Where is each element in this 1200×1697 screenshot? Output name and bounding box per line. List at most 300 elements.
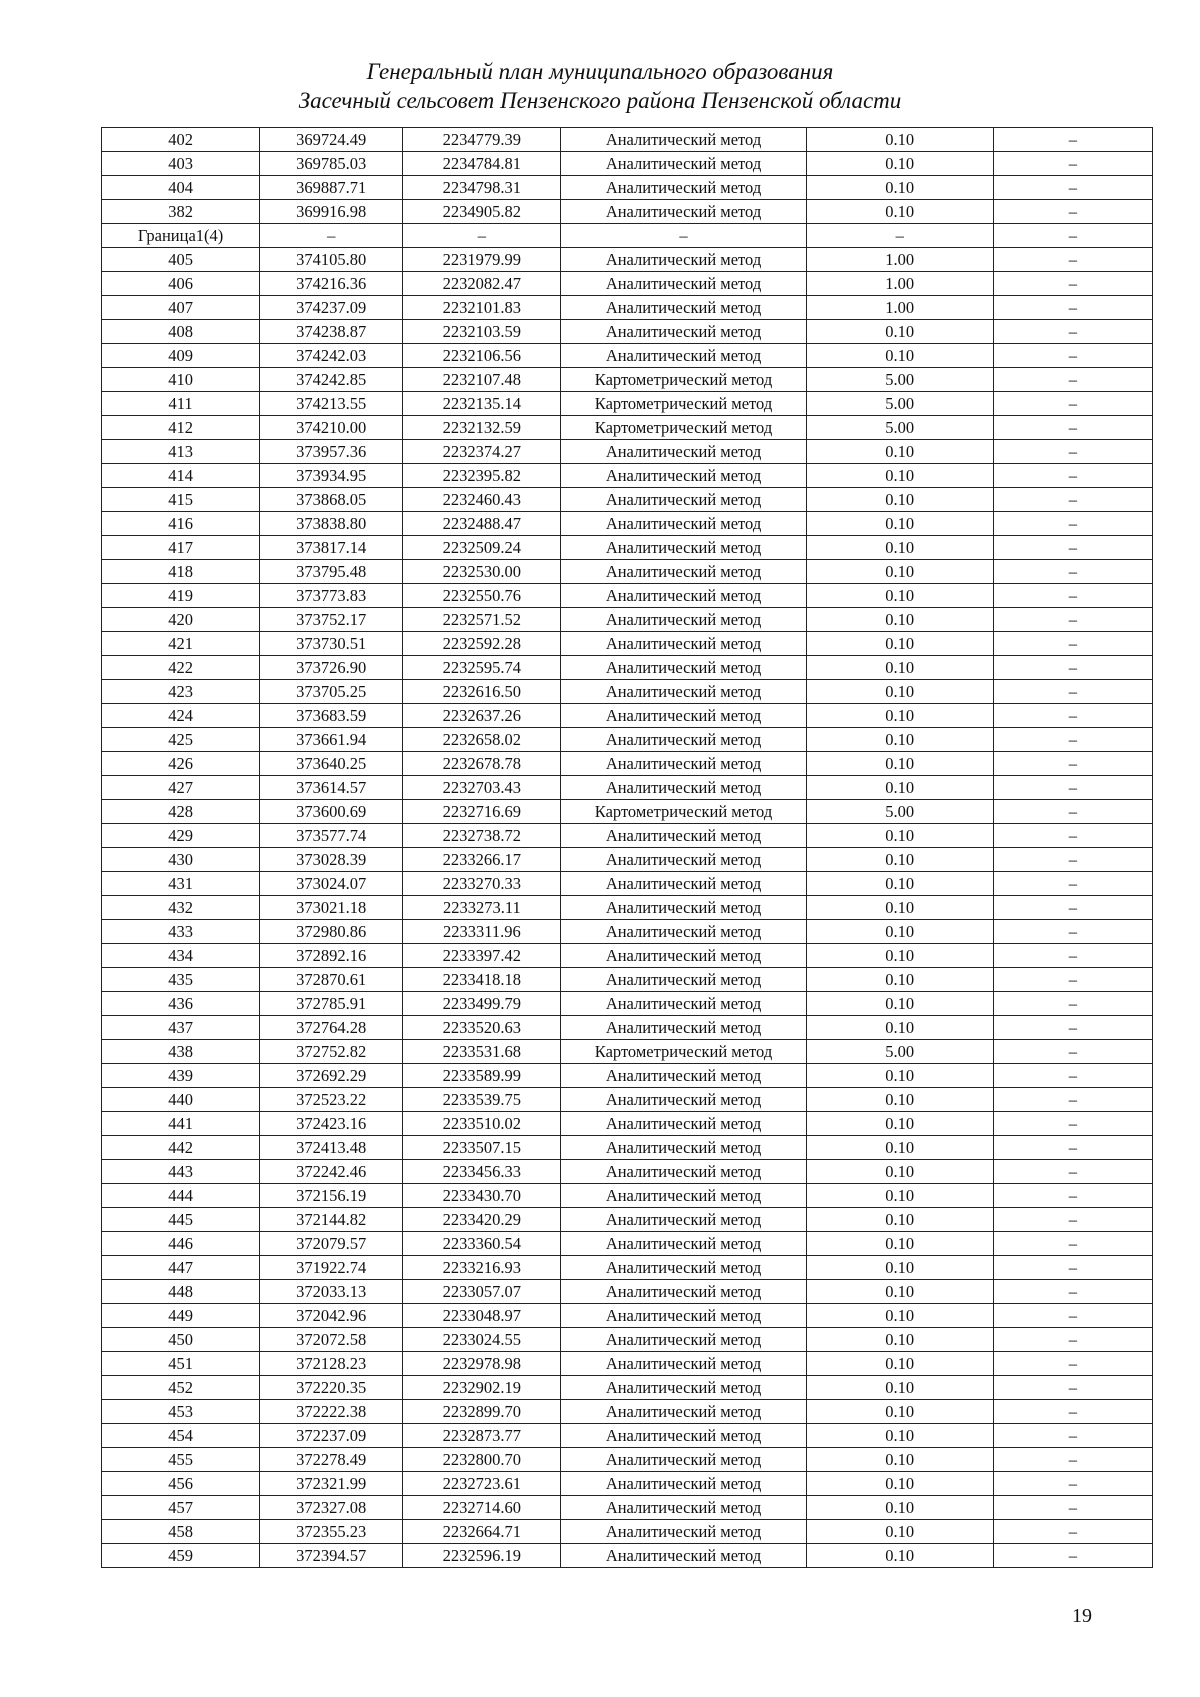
y-coordinate-cell: 2232664.71 <box>403 1520 561 1544</box>
method-cell: Аналитический метод <box>561 752 806 776</box>
note-cell: – <box>993 488 1152 512</box>
point-number-cell: 423 <box>102 680 260 704</box>
table-row <box>102 1328 1153 1352</box>
header-line-2: Засечный сельсовет Пензенского района Пензенской области <box>298 88 902 113</box>
method-cell: Аналитический метод <box>561 1184 806 1208</box>
method-cell: Аналитический метод <box>561 1304 806 1328</box>
note-cell: – <box>993 608 1152 632</box>
method-cell: Аналитический метод <box>561 176 806 200</box>
accuracy-cell: 0.10 <box>806 560 993 584</box>
table-row <box>102 776 1153 800</box>
method-cell: Аналитический метод <box>561 296 806 320</box>
y-coordinate-cell: 2232899.70 <box>403 1400 561 1424</box>
note-cell: – <box>993 128 1152 152</box>
y-coordinate-cell: 2232978.98 <box>403 1352 561 1376</box>
x-coordinate-cell: 373726.90 <box>260 656 403 680</box>
point-number-cell: 405 <box>102 248 260 272</box>
y-coordinate-cell: 2233360.54 <box>403 1232 561 1256</box>
y-coordinate-cell: 2233456.33 <box>403 1160 561 1184</box>
accuracy-cell: 0.10 <box>806 776 993 800</box>
y-coordinate-cell: 2233507.15 <box>403 1136 561 1160</box>
note-cell: – <box>993 344 1152 368</box>
table-row <box>102 440 1153 464</box>
note-cell: – <box>993 1040 1152 1064</box>
method-cell: Картометрический метод <box>561 368 806 392</box>
y-coordinate-cell: 2232488.47 <box>403 512 561 536</box>
x-coordinate-cell: 371922.74 <box>260 1256 403 1280</box>
y-coordinate-cell: 2232723.61 <box>403 1472 561 1496</box>
header-line-1: Генеральный план муниципального образования <box>366 59 834 84</box>
point-number-cell: 448 <box>102 1280 260 1304</box>
accuracy-cell: 0.10 <box>806 1424 993 1448</box>
note-cell: – <box>993 296 1152 320</box>
method-cell: Аналитический метод <box>561 488 806 512</box>
point-number-cell: 424 <box>102 704 260 728</box>
accuracy-cell: 0.10 <box>806 1352 993 1376</box>
note-cell: – <box>993 968 1152 992</box>
x-coordinate-cell: 373773.83 <box>260 584 403 608</box>
x-coordinate-cell: 372892.16 <box>260 944 403 968</box>
note-cell: – <box>993 1424 1152 1448</box>
table-row <box>102 1256 1153 1280</box>
y-coordinate-cell: 2233520.63 <box>403 1016 561 1040</box>
point-number-cell: 437 <box>102 1016 260 1040</box>
y-coordinate-cell: 2232596.19 <box>403 1544 561 1568</box>
point-number-cell: 446 <box>102 1232 260 1256</box>
note-cell: – <box>993 1112 1152 1136</box>
point-number-cell: 438 <box>102 1040 260 1064</box>
note-cell: – <box>993 1160 1152 1184</box>
table-row <box>102 512 1153 536</box>
point-number-cell: 441 <box>102 1112 260 1136</box>
x-coordinate-cell: 373640.25 <box>260 752 403 776</box>
method-cell: Аналитический метод <box>561 944 806 968</box>
point-number-cell: 403 <box>102 152 260 176</box>
note-cell: – <box>993 392 1152 416</box>
x-coordinate-cell: 373600.69 <box>260 800 403 824</box>
table-row <box>102 800 1153 824</box>
method-cell: Аналитический метод <box>561 1208 806 1232</box>
accuracy-cell: – <box>806 224 993 248</box>
point-number-cell: 459 <box>102 1544 260 1568</box>
coordinates-table <box>101 127 1153 1568</box>
point-number-cell: 443 <box>102 1160 260 1184</box>
method-cell: Аналитический метод <box>561 1232 806 1256</box>
y-coordinate-cell: 2234779.39 <box>403 128 561 152</box>
y-coordinate-cell: 2232902.19 <box>403 1376 561 1400</box>
x-coordinate-cell: 372980.86 <box>260 920 403 944</box>
note-cell: – <box>993 1088 1152 1112</box>
method-cell: Аналитический метод <box>561 1160 806 1184</box>
x-coordinate-cell: 374238.87 <box>260 320 403 344</box>
point-number-cell: 413 <box>102 440 260 464</box>
method-cell: Аналитический метод <box>561 632 806 656</box>
method-cell: Картометрический метод <box>561 416 806 440</box>
note-cell: – <box>993 632 1152 656</box>
point-number-cell: 409 <box>102 344 260 368</box>
table-row <box>102 1448 1153 1472</box>
x-coordinate-cell: 372413.48 <box>260 1136 403 1160</box>
method-cell: – <box>561 224 806 248</box>
table-row <box>102 608 1153 632</box>
accuracy-cell: 0.10 <box>806 176 993 200</box>
x-coordinate-cell: 373577.74 <box>260 824 403 848</box>
accuracy-cell: 0.10 <box>806 704 993 728</box>
x-coordinate-cell: 374237.09 <box>260 296 403 320</box>
y-coordinate-cell: 2232616.50 <box>403 680 561 704</box>
method-cell: Аналитический метод <box>561 704 806 728</box>
document-header <box>0 57 1200 115</box>
method-cell: Картометрический метод <box>561 800 806 824</box>
point-number-cell: 455 <box>102 1448 260 1472</box>
table-row <box>102 1280 1153 1304</box>
note-cell: – <box>993 560 1152 584</box>
method-cell: Аналитический метод <box>561 152 806 176</box>
x-coordinate-cell: 373752.17 <box>260 608 403 632</box>
note-cell: – <box>993 848 1152 872</box>
method-cell: Аналитический метод <box>561 536 806 560</box>
note-cell: – <box>993 776 1152 800</box>
accuracy-cell: 0.10 <box>806 1400 993 1424</box>
table-row <box>102 848 1153 872</box>
accuracy-cell: 0.10 <box>806 320 993 344</box>
accuracy-cell: 0.10 <box>806 1232 993 1256</box>
y-coordinate-cell: 2234798.31 <box>403 176 561 200</box>
y-coordinate-cell: 2232873.77 <box>403 1424 561 1448</box>
accuracy-cell: 1.00 <box>806 296 993 320</box>
accuracy-cell: 0.10 <box>806 152 993 176</box>
x-coordinate-cell: 369887.71 <box>260 176 403 200</box>
note-cell: – <box>993 1016 1152 1040</box>
method-cell: Аналитический метод <box>561 896 806 920</box>
table-row <box>102 560 1153 584</box>
method-cell: Аналитический метод <box>561 1136 806 1160</box>
note-cell: – <box>993 800 1152 824</box>
x-coordinate-cell: 373661.94 <box>260 728 403 752</box>
x-coordinate-cell: 374213.55 <box>260 392 403 416</box>
point-number-cell: 449 <box>102 1304 260 1328</box>
note-cell: – <box>993 1376 1152 1400</box>
accuracy-cell: 0.10 <box>806 1088 993 1112</box>
method-cell: Аналитический метод <box>561 1064 806 1088</box>
point-number-cell: 419 <box>102 584 260 608</box>
x-coordinate-cell: 372042.96 <box>260 1304 403 1328</box>
x-coordinate-cell: 372079.57 <box>260 1232 403 1256</box>
y-coordinate-cell: 2231979.99 <box>403 248 561 272</box>
note-cell: – <box>993 272 1152 296</box>
y-coordinate-cell: 2232101.83 <box>403 296 561 320</box>
note-cell: – <box>993 584 1152 608</box>
table-row <box>102 1088 1153 1112</box>
accuracy-cell: 0.10 <box>806 1160 993 1184</box>
note-cell: – <box>993 368 1152 392</box>
point-number-cell: 457 <box>102 1496 260 1520</box>
method-cell: Аналитический метод <box>561 1376 806 1400</box>
note-cell: – <box>993 1448 1152 1472</box>
note-cell: – <box>993 920 1152 944</box>
table-row <box>102 1064 1153 1088</box>
note-cell: – <box>993 1208 1152 1232</box>
method-cell: Аналитический метод <box>561 1520 806 1544</box>
method-cell: Аналитический метод <box>561 1088 806 1112</box>
x-coordinate-cell: 373795.48 <box>260 560 403 584</box>
coordinates-table-body <box>102 128 1153 1568</box>
accuracy-cell: 0.10 <box>806 1112 993 1136</box>
note-cell: – <box>993 1256 1152 1280</box>
y-coordinate-cell: 2232738.72 <box>403 824 561 848</box>
table-row <box>102 1544 1153 1568</box>
note-cell: – <box>993 1232 1152 1256</box>
point-number-cell: 453 <box>102 1400 260 1424</box>
point-number-cell: 422 <box>102 656 260 680</box>
y-coordinate-cell: 2232595.74 <box>403 656 561 680</box>
y-coordinate-cell: 2233420.29 <box>403 1208 561 1232</box>
x-coordinate-cell: 372033.13 <box>260 1280 403 1304</box>
y-coordinate-cell: 2233418.18 <box>403 968 561 992</box>
point-number-cell: 427 <box>102 776 260 800</box>
method-cell: Аналитический метод <box>561 920 806 944</box>
table-row <box>102 464 1153 488</box>
x-coordinate-cell: 373705.25 <box>260 680 403 704</box>
point-number-cell: 440 <box>102 1088 260 1112</box>
point-number-cell: 432 <box>102 896 260 920</box>
note-cell: – <box>993 416 1152 440</box>
accuracy-cell: 5.00 <box>806 1040 993 1064</box>
y-coordinate-cell: 2232132.59 <box>403 416 561 440</box>
table-row <box>102 1040 1153 1064</box>
note-cell: – <box>993 176 1152 200</box>
accuracy-cell: 0.10 <box>806 1016 993 1040</box>
accuracy-cell: 0.10 <box>806 1280 993 1304</box>
x-coordinate-cell: 372785.91 <box>260 992 403 1016</box>
note-cell: – <box>993 1280 1152 1304</box>
y-coordinate-cell: 2232107.48 <box>403 368 561 392</box>
table-row <box>102 368 1153 392</box>
point-number-cell: 444 <box>102 1184 260 1208</box>
point-number-cell: 429 <box>102 824 260 848</box>
y-coordinate-cell: 2232716.69 <box>403 800 561 824</box>
table-row <box>102 392 1153 416</box>
table-row <box>102 632 1153 656</box>
note-cell: – <box>993 512 1152 536</box>
table-row <box>102 656 1153 680</box>
x-coordinate-cell: 372156.19 <box>260 1184 403 1208</box>
y-coordinate-cell: 2232714.60 <box>403 1496 561 1520</box>
table-row <box>102 224 1153 248</box>
point-number-cell: 430 <box>102 848 260 872</box>
table-row <box>102 992 1153 1016</box>
point-number-cell: 404 <box>102 176 260 200</box>
method-cell: Аналитический метод <box>561 680 806 704</box>
note-cell: – <box>993 872 1152 896</box>
table-row <box>102 704 1153 728</box>
note-cell: – <box>993 1352 1152 1376</box>
y-coordinate-cell: 2232460.43 <box>403 488 561 512</box>
x-coordinate-cell: 372870.61 <box>260 968 403 992</box>
point-number-cell: 414 <box>102 464 260 488</box>
note-cell: – <box>993 464 1152 488</box>
y-coordinate-cell: 2232550.76 <box>403 584 561 608</box>
method-cell: Аналитический метод <box>561 1280 806 1304</box>
x-coordinate-cell: 372523.22 <box>260 1088 403 1112</box>
y-coordinate-cell: 2233311.96 <box>403 920 561 944</box>
accuracy-cell: 0.10 <box>806 632 993 656</box>
x-coordinate-cell: 373683.59 <box>260 704 403 728</box>
table-row <box>102 1136 1153 1160</box>
note-cell: – <box>993 680 1152 704</box>
y-coordinate-cell: 2232571.52 <box>403 608 561 632</box>
table-row <box>102 1184 1153 1208</box>
method-cell: Аналитический метод <box>561 200 806 224</box>
accuracy-cell: 0.10 <box>806 896 993 920</box>
x-coordinate-cell: 373024.07 <box>260 872 403 896</box>
method-cell: Аналитический метод <box>561 1016 806 1040</box>
table-row <box>102 320 1153 344</box>
x-coordinate-cell: 373868.05 <box>260 488 403 512</box>
x-coordinate-cell: 372072.58 <box>260 1328 403 1352</box>
method-cell: Аналитический метод <box>561 656 806 680</box>
point-number-cell: 411 <box>102 392 260 416</box>
accuracy-cell: 0.10 <box>806 1472 993 1496</box>
table-row <box>102 824 1153 848</box>
y-coordinate-cell: 2233270.33 <box>403 872 561 896</box>
method-cell: Аналитический метод <box>561 1352 806 1376</box>
note-cell: – <box>993 1472 1152 1496</box>
note-cell: – <box>993 536 1152 560</box>
note-cell: – <box>993 704 1152 728</box>
point-number-cell: 454 <box>102 1424 260 1448</box>
accuracy-cell: 0.10 <box>806 464 993 488</box>
x-coordinate-cell: 373730.51 <box>260 632 403 656</box>
accuracy-cell: 0.10 <box>806 1208 993 1232</box>
method-cell: Аналитический метод <box>561 776 806 800</box>
method-cell: Аналитический метод <box>561 1328 806 1352</box>
point-number-cell: 436 <box>102 992 260 1016</box>
table-row <box>102 944 1153 968</box>
point-number-cell: 415 <box>102 488 260 512</box>
note-cell: – <box>993 152 1152 176</box>
x-coordinate-cell: 369785.03 <box>260 152 403 176</box>
note-cell: – <box>993 1544 1152 1568</box>
table-row <box>102 248 1153 272</box>
point-number-cell: 408 <box>102 320 260 344</box>
x-coordinate-cell: 374210.00 <box>260 416 403 440</box>
point-number-cell: 458 <box>102 1520 260 1544</box>
y-coordinate-cell: 2233539.75 <box>403 1088 561 1112</box>
point-number-cell: Граница1(4) <box>102 224 260 248</box>
method-cell: Аналитический метод <box>561 872 806 896</box>
note-cell: – <box>993 656 1152 680</box>
point-number-cell: 418 <box>102 560 260 584</box>
accuracy-cell: 0.10 <box>806 992 993 1016</box>
accuracy-cell: 0.10 <box>806 1544 993 1568</box>
y-coordinate-cell: 2233531.68 <box>403 1040 561 1064</box>
method-cell: Аналитический метод <box>561 1256 806 1280</box>
accuracy-cell: 0.10 <box>806 752 993 776</box>
table-row <box>102 1520 1153 1544</box>
table-row <box>102 1496 1153 1520</box>
y-coordinate-cell: 2233499.79 <box>403 992 561 1016</box>
x-coordinate-cell: 374216.36 <box>260 272 403 296</box>
point-number-cell: 445 <box>102 1208 260 1232</box>
accuracy-cell: 1.00 <box>806 272 993 296</box>
note-cell: – <box>993 1520 1152 1544</box>
x-coordinate-cell: – <box>260 224 403 248</box>
accuracy-cell: 0.10 <box>806 656 993 680</box>
table-row <box>102 1352 1153 1376</box>
point-number-cell: 402 <box>102 128 260 152</box>
accuracy-cell: 0.10 <box>806 1064 993 1088</box>
method-cell: Аналитический метод <box>561 1112 806 1136</box>
point-number-cell: 406 <box>102 272 260 296</box>
method-cell: Картометрический метод <box>561 1040 806 1064</box>
y-coordinate-cell: 2232637.26 <box>403 704 561 728</box>
y-coordinate-cell: 2232135.14 <box>403 392 561 416</box>
x-coordinate-cell: 372394.57 <box>260 1544 403 1568</box>
accuracy-cell: 0.10 <box>806 128 993 152</box>
table-row <box>102 1016 1153 1040</box>
table-row <box>102 1424 1153 1448</box>
y-coordinate-cell: 2233589.99 <box>403 1064 561 1088</box>
point-number-cell: 439 <box>102 1064 260 1088</box>
y-coordinate-cell: 2233048.97 <box>403 1304 561 1328</box>
y-coordinate-cell: 2233216.93 <box>403 1256 561 1280</box>
method-cell: Аналитический метод <box>561 608 806 632</box>
table-row <box>102 296 1153 320</box>
accuracy-cell: 5.00 <box>806 392 993 416</box>
y-coordinate-cell: 2232374.27 <box>403 440 561 464</box>
x-coordinate-cell: 373021.18 <box>260 896 403 920</box>
table-row <box>102 1208 1153 1232</box>
table-row <box>102 176 1153 200</box>
accuracy-cell: 0.10 <box>806 1496 993 1520</box>
y-coordinate-cell: 2232082.47 <box>403 272 561 296</box>
x-coordinate-cell: 373934.95 <box>260 464 403 488</box>
accuracy-cell: 0.10 <box>806 824 993 848</box>
note-cell: – <box>993 224 1152 248</box>
y-coordinate-cell: 2232678.78 <box>403 752 561 776</box>
x-coordinate-cell: 372355.23 <box>260 1520 403 1544</box>
note-cell: – <box>993 824 1152 848</box>
point-number-cell: 420 <box>102 608 260 632</box>
point-number-cell: 435 <box>102 968 260 992</box>
y-coordinate-cell: 2233273.11 <box>403 896 561 920</box>
table-row <box>102 1376 1153 1400</box>
table-row <box>102 536 1153 560</box>
point-number-cell: 412 <box>102 416 260 440</box>
table-row <box>102 272 1153 296</box>
point-number-cell: 431 <box>102 872 260 896</box>
table-row <box>102 968 1153 992</box>
x-coordinate-cell: 373838.80 <box>260 512 403 536</box>
accuracy-cell: 0.10 <box>806 1184 993 1208</box>
y-coordinate-cell: 2233266.17 <box>403 848 561 872</box>
note-cell: – <box>993 992 1152 1016</box>
y-coordinate-cell: 2232703.43 <box>403 776 561 800</box>
y-coordinate-cell: 2232658.02 <box>403 728 561 752</box>
table-row <box>102 1400 1153 1424</box>
accuracy-cell: 0.10 <box>806 680 993 704</box>
method-cell: Аналитический метод <box>561 1544 806 1568</box>
method-cell: Аналитический метод <box>561 464 806 488</box>
method-cell: Аналитический метод <box>561 248 806 272</box>
x-coordinate-cell: 372278.49 <box>260 1448 403 1472</box>
table-row <box>102 680 1153 704</box>
point-number-cell: 421 <box>102 632 260 656</box>
point-number-cell: 434 <box>102 944 260 968</box>
accuracy-cell: 0.10 <box>806 200 993 224</box>
accuracy-cell: 0.10 <box>806 944 993 968</box>
